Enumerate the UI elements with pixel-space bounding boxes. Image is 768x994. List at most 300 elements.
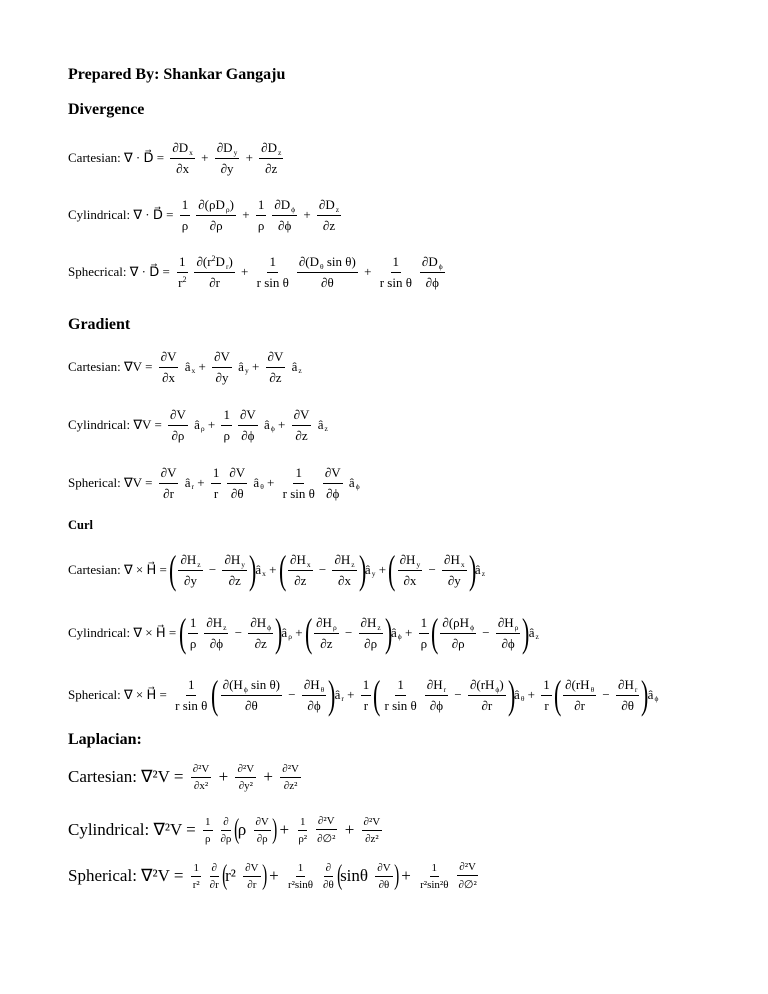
denominator [281, 484, 317, 502]
denominator [212, 484, 220, 502]
math-text: r sin θ [379, 274, 412, 290]
denominator [446, 571, 463, 589]
numerator [221, 407, 232, 426]
bracket: ) [275, 610, 283, 655]
math-text: r² [192, 878, 200, 891]
math-text: + [375, 562, 390, 577]
math-text: 1 [431, 861, 438, 874]
math-text: ∂y [215, 369, 229, 385]
numerator [227, 465, 247, 484]
formula-label: Cylindrical: [68, 207, 134, 222]
math-text: ∇ × H⃗ = [133, 625, 180, 640]
math-text: 1 [205, 815, 211, 828]
fraction [255, 254, 291, 291]
math-text: + [340, 820, 359, 839]
math-text: ∂H [426, 676, 443, 692]
math-text: ∂r [481, 697, 493, 713]
fraction [323, 465, 343, 502]
math-text: ∇²V = [141, 866, 188, 885]
denominator [305, 696, 322, 714]
numerator [194, 254, 234, 273]
math-text: ∇ · D⃗ = [123, 150, 168, 165]
math-text: 1 [392, 253, 400, 269]
math-text: ∂ [325, 861, 332, 874]
denominator [419, 634, 430, 652]
math-text: ∂H [316, 614, 332, 630]
math-text: ∂(ρH [442, 614, 470, 630]
formula [123, 547, 486, 592]
formula-label: Cylindrical: [68, 625, 134, 640]
denominator [239, 426, 256, 444]
numerator [563, 677, 596, 696]
math-text: ∂V [160, 464, 177, 480]
formula-label: Cartesian: [68, 767, 142, 786]
math-text: ∂ρ [451, 635, 465, 651]
fraction [168, 407, 188, 444]
math-text: ∂r [163, 485, 174, 501]
subscript: θ [520, 693, 525, 703]
math-text: ∂H [360, 614, 377, 630]
denominator [293, 426, 309, 444]
formula [123, 672, 659, 717]
math-text: ∂θ [245, 697, 258, 713]
fraction [292, 407, 312, 444]
math-text: − [451, 687, 465, 702]
math-text: ρ [181, 217, 189, 233]
subscript: x [306, 559, 311, 569]
math-text: + [291, 625, 306, 640]
math-text: + [274, 417, 289, 432]
math-text: ρ [420, 635, 428, 651]
math-text: â [334, 687, 341, 702]
math-text: ∂ϕ [429, 697, 444, 713]
numerator [292, 407, 312, 426]
math-text: ∇V = [133, 417, 166, 432]
numerator [616, 677, 639, 696]
math-text: + [248, 359, 263, 374]
math-text: ρ² [298, 832, 308, 845]
formula [141, 763, 304, 792]
math-text: ∂D [172, 139, 189, 155]
fraction [248, 615, 273, 652]
numerator [203, 816, 213, 831]
denominator [161, 484, 176, 502]
denominator [456, 876, 478, 891]
math-text: ∂∅² [317, 833, 336, 845]
subscript: z [197, 559, 201, 569]
bracket: ( [304, 610, 313, 655]
fraction [361, 677, 372, 714]
formula [124, 465, 360, 502]
denominator [245, 877, 258, 891]
fraction [297, 254, 358, 291]
numerator [186, 677, 197, 696]
fraction [280, 763, 301, 792]
math-text: ∂ϕ [425, 274, 439, 290]
math-text: + [194, 475, 208, 490]
numerator [541, 677, 552, 696]
subscript: θ [320, 261, 324, 271]
subscript: y [241, 559, 245, 569]
math-text: ∂ρ [256, 832, 268, 845]
fraction [286, 862, 315, 891]
math-text: r [363, 697, 369, 713]
numerator [191, 763, 212, 778]
fraction [176, 254, 188, 291]
math-text: r [178, 274, 183, 290]
numerator [420, 254, 445, 273]
math-text: ∂x [338, 572, 351, 588]
bracket: ) [328, 672, 336, 717]
formula [124, 140, 286, 177]
math-text: ∂ϕ [241, 427, 255, 443]
math-text: + [197, 150, 212, 165]
subscript: ϕ [397, 631, 402, 641]
formula-label: Spherical: [68, 475, 124, 490]
denominator [500, 634, 517, 652]
bracket: ) [384, 610, 393, 655]
subscript: r [225, 261, 229, 271]
fraction [321, 862, 336, 891]
numerator [238, 407, 258, 426]
math-text: ∂D [261, 139, 277, 155]
subscript: y [233, 147, 238, 157]
subscript: r [341, 693, 344, 703]
math-text: â [281, 625, 288, 640]
fraction [375, 862, 392, 891]
math-text: â [288, 359, 298, 374]
math-text: ∂V [245, 861, 259, 874]
formula-label: Cartesian: [68, 359, 124, 374]
math-text: ∂ρ [171, 427, 185, 443]
numerator [359, 615, 383, 634]
subscript: ϕ [470, 622, 475, 632]
math-text: + [275, 820, 294, 839]
subscript: z [377, 622, 381, 632]
math-text: + [214, 767, 233, 786]
denominator [256, 216, 267, 234]
math-text: ∂D [318, 196, 335, 212]
numerator [191, 862, 201, 877]
numerator [375, 862, 392, 877]
curl-spherical [68, 670, 658, 720]
math-text: ρ [237, 820, 251, 839]
math-text: ∂H [290, 551, 306, 567]
denominator [191, 877, 202, 891]
subscript: r [634, 684, 638, 694]
math-text: ∂y [220, 160, 234, 176]
denominator [321, 216, 337, 234]
math-text: ∂r [209, 274, 220, 290]
fraction [302, 677, 326, 714]
numerator [180, 197, 191, 216]
gradient-cylindrical [68, 400, 328, 450]
fraction [541, 677, 552, 714]
math-text: 1 [269, 253, 276, 269]
denominator [160, 368, 177, 386]
math-text: â [364, 562, 371, 577]
math-text: + [204, 417, 219, 432]
math-text: − [425, 562, 440, 577]
heading-laplacian: Laplacian: [68, 731, 142, 748]
math-text: ρ [189, 635, 197, 651]
math-text: 1 [181, 196, 189, 212]
subscript: ϕ [291, 204, 296, 214]
subscript: x [460, 559, 465, 569]
math-text: ∂ϕ [278, 217, 292, 233]
math-text: ) [499, 676, 504, 692]
fraction [222, 552, 247, 589]
fraction [235, 763, 256, 792]
math-text: ∂z² [283, 779, 298, 792]
math-text: r²sinθ [287, 878, 314, 891]
math-text: ∂ρ [209, 217, 223, 233]
math-text: 1 [223, 406, 230, 422]
numerator [317, 197, 341, 216]
subscript: θ [590, 684, 595, 694]
denominator [424, 273, 441, 291]
numerator [212, 349, 232, 368]
denominator [292, 571, 308, 589]
denominator [169, 426, 186, 444]
denominator [619, 696, 636, 714]
denominator [276, 216, 293, 234]
numerator [316, 815, 337, 830]
math-text: ∇²V = [141, 767, 188, 786]
bracket: ) [261, 860, 267, 891]
superscript: 2 [211, 253, 216, 263]
denominator [174, 159, 191, 177]
bracket: ) [507, 672, 516, 717]
fraction [383, 677, 419, 714]
numerator [235, 763, 256, 778]
numerator [362, 816, 383, 831]
numerator [440, 615, 476, 634]
numerator [314, 615, 339, 634]
denominator [176, 273, 188, 291]
math-text: ∂(rH [469, 676, 495, 692]
math-text: â [181, 359, 191, 374]
math-text: â [474, 562, 481, 577]
bracket: ( [388, 547, 396, 592]
denominator [203, 831, 213, 845]
denominator [182, 571, 199, 589]
denominator [286, 877, 315, 891]
bracket: ) [468, 547, 476, 592]
math-text: ∂H [399, 551, 416, 567]
gradient-cartesian [68, 342, 302, 392]
math-text: ∂H [303, 676, 320, 692]
denominator [401, 571, 418, 589]
math-text: − [231, 625, 246, 640]
heading-curl: Curl [68, 518, 93, 532]
numerator [293, 465, 304, 484]
math-text: 1 [212, 464, 220, 480]
numerator [297, 254, 358, 273]
formula-label: Spherical: [68, 866, 142, 885]
math-text: − [285, 687, 299, 702]
math-text: + [265, 562, 280, 577]
fraction [204, 615, 228, 652]
bracket: ) [393, 860, 399, 891]
denominator [282, 778, 300, 792]
math-text: ∂D [421, 253, 438, 269]
bracket: ( [211, 672, 219, 717]
formula [153, 815, 385, 845]
subscript: ϕ [355, 481, 360, 491]
denominator [362, 696, 370, 714]
math-text: â [514, 687, 520, 702]
math-text: + [524, 687, 539, 702]
numerator [215, 140, 240, 159]
math-text: ∂V [377, 861, 391, 874]
math-text: ∇V = [123, 359, 156, 374]
fraction [173, 677, 209, 714]
math-text: â [314, 417, 324, 432]
subscript: z [324, 423, 328, 433]
math-text: ∂²V [282, 762, 299, 775]
math-text: ∂ρ [364, 635, 378, 651]
math-text: sinθ [340, 866, 373, 885]
denominator [192, 778, 210, 792]
bracket: ( [373, 672, 381, 717]
denominator [173, 696, 209, 714]
numerator [302, 677, 326, 696]
math-text: ∂²V [237, 762, 255, 775]
fraction [254, 816, 271, 845]
math-text: ∂θ [378, 878, 390, 891]
math-text: ∂H [618, 676, 634, 692]
denominator [208, 877, 221, 891]
bracket: ( [431, 610, 439, 655]
numerator [221, 677, 282, 696]
math-text: ∂V [255, 815, 269, 828]
numerator [272, 197, 297, 216]
math-text: 1 [543, 676, 550, 692]
curl-cartesian [68, 545, 485, 595]
fraction [180, 197, 191, 234]
numerator [430, 862, 440, 877]
subscript: z [481, 568, 486, 578]
math-text: ∂y [184, 572, 197, 588]
math-text: ∂V [214, 348, 230, 364]
math-text: ρ [223, 427, 230, 443]
subscript: r [191, 481, 194, 491]
denominator [324, 484, 341, 502]
formula [124, 349, 302, 386]
math-text: â [255, 562, 262, 577]
fraction [332, 552, 356, 589]
numerator [168, 407, 188, 426]
math-text: ∂θ [323, 878, 334, 891]
math-text: ∂V [239, 406, 256, 422]
math-text: ∇ · D⃗ = [129, 264, 174, 279]
math-text: ∇V = [123, 475, 156, 490]
math-text: ρ [257, 217, 265, 233]
math-text: â [234, 359, 244, 374]
fraction [288, 552, 313, 589]
math-text: + [237, 264, 252, 279]
fraction [208, 862, 221, 891]
math-text: ∂V [170, 406, 186, 422]
math-text: 1 [295, 464, 302, 480]
denominator [377, 877, 392, 891]
fraction [418, 862, 450, 891]
superscript: 2 [182, 274, 187, 284]
fraction [420, 254, 445, 291]
math-text: ∂z [322, 217, 336, 233]
subscript: θ [260, 481, 264, 491]
math-text: ∂y² [238, 779, 253, 792]
divergence-spherical [68, 247, 448, 297]
denominator [188, 634, 199, 652]
numerator [442, 552, 467, 571]
fraction [442, 552, 467, 589]
formula [133, 197, 344, 234]
math-text: ∂V [324, 464, 341, 480]
bracket: ( [553, 672, 562, 717]
math-text: â [647, 687, 654, 702]
heading-divergence: Divergence [68, 101, 145, 118]
math-text: − [205, 562, 220, 577]
denominator [318, 634, 334, 652]
numerator [210, 862, 219, 877]
math-text: ∂∅² [458, 879, 477, 891]
math-text: ∂x [176, 160, 190, 176]
formula-label: Spherical: [68, 687, 124, 702]
numerator [221, 816, 230, 831]
math-text: ∂V [267, 348, 284, 364]
math-text: ∇²V = [153, 820, 200, 839]
math-text: ∇ · D⃗ = [133, 207, 177, 222]
math-text: ∂r [209, 878, 219, 891]
numerator [288, 552, 313, 571]
numerator [395, 677, 406, 696]
subscript: r [443, 684, 447, 694]
fraction [221, 677, 282, 714]
bracket: ( [278, 547, 287, 592]
fraction [425, 677, 448, 714]
bracket: ) [271, 814, 278, 845]
fraction [317, 197, 341, 234]
numerator [204, 615, 228, 634]
numerator [222, 552, 247, 571]
math-text: + [195, 359, 210, 374]
subscript: z [535, 631, 539, 641]
math-text: ∂ [211, 861, 217, 874]
bracket: ) [248, 547, 257, 592]
subscript: x [262, 568, 266, 578]
math-text: ∂θ [321, 274, 334, 290]
bracket: ( [169, 547, 177, 592]
math-text: ∂y [447, 572, 461, 588]
numerator [159, 465, 179, 484]
math-text: ∂H [180, 551, 197, 567]
formula-label: Sphecrical: [68, 264, 130, 279]
math-text: sin θ) [247, 676, 281, 692]
numerator [254, 816, 271, 831]
math-text: ∂z [295, 427, 308, 443]
math-text: r [213, 485, 219, 501]
subscript: ϕ [267, 622, 272, 632]
math-text: ∂(D [298, 253, 320, 269]
bracket: ) [358, 547, 366, 592]
numerator [323, 465, 343, 484]
math-text: â [391, 625, 397, 640]
math-text: + [238, 207, 253, 222]
math-text: 1 [299, 815, 306, 828]
numerator [256, 197, 267, 216]
